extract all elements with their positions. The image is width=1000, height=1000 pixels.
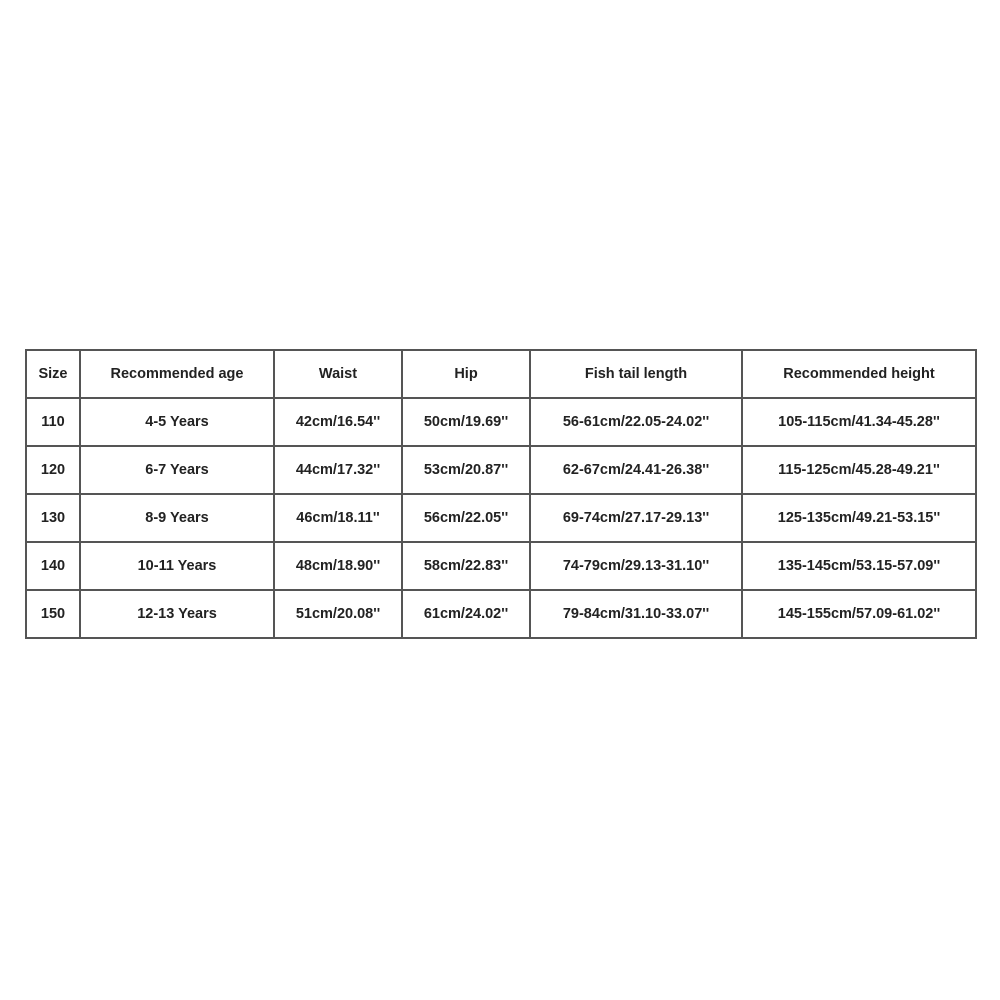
table-row	[26, 494, 976, 542]
cell-recommended-height: 145-155cm/57.09-61.02''	[742, 590, 976, 638]
cell-hip: 61cm/24.02''	[402, 590, 530, 638]
cell-recommended-height: 115-125cm/45.28-49.21''	[742, 446, 976, 494]
table-row	[26, 398, 976, 446]
cell-hip: 56cm/22.05''	[402, 494, 530, 542]
size-chart-table	[25, 349, 977, 639]
cell-fish-tail-length: 74-79cm/29.13-31.10''	[530, 542, 742, 590]
cell-hip: 50cm/19.69''	[402, 398, 530, 446]
cell-size: 120	[26, 446, 80, 494]
header-hip: Hip	[402, 350, 530, 398]
cell-size: 140	[26, 542, 80, 590]
cell-waist: 44cm/17.32''	[274, 446, 402, 494]
cell-fish-tail-length: 56-61cm/22.05-24.02''	[530, 398, 742, 446]
header-recommended-age: Recommended age	[80, 350, 274, 398]
header-size: Size	[26, 350, 80, 398]
cell-recommended-age: 8-9 Years	[80, 494, 274, 542]
header-fish-tail-length: Fish tail length	[530, 350, 742, 398]
cell-recommended-height: 135-145cm/53.15-57.09''	[742, 542, 976, 590]
cell-waist: 48cm/18.90''	[274, 542, 402, 590]
cell-fish-tail-length: 79-84cm/31.10-33.07''	[530, 590, 742, 638]
table-row	[26, 542, 976, 590]
cell-fish-tail-length: 69-74cm/27.17-29.13''	[530, 494, 742, 542]
cell-recommended-age: 6-7 Years	[80, 446, 274, 494]
cell-size: 110	[26, 398, 80, 446]
cell-size: 130	[26, 494, 80, 542]
table-row	[26, 590, 976, 638]
cell-hip: 58cm/22.83''	[402, 542, 530, 590]
cell-waist: 51cm/20.08''	[274, 590, 402, 638]
cell-recommended-age: 10-11 Years	[80, 542, 274, 590]
cell-fish-tail-length: 62-67cm/24.41-26.38''	[530, 446, 742, 494]
cell-recommended-height: 105-115cm/41.34-45.28''	[742, 398, 976, 446]
header-row	[26, 350, 976, 398]
cell-waist: 46cm/18.11''	[274, 494, 402, 542]
header-waist: Waist	[274, 350, 402, 398]
cell-waist: 42cm/16.54''	[274, 398, 402, 446]
cell-recommended-age: 12-13 Years	[80, 590, 274, 638]
cell-recommended-age: 4-5 Years	[80, 398, 274, 446]
cell-recommended-height: 125-135cm/49.21-53.15''	[742, 494, 976, 542]
header-recommended-height: Recommended height	[742, 350, 976, 398]
cell-hip: 53cm/20.87''	[402, 446, 530, 494]
cell-size: 150	[26, 590, 80, 638]
table-row	[26, 446, 976, 494]
